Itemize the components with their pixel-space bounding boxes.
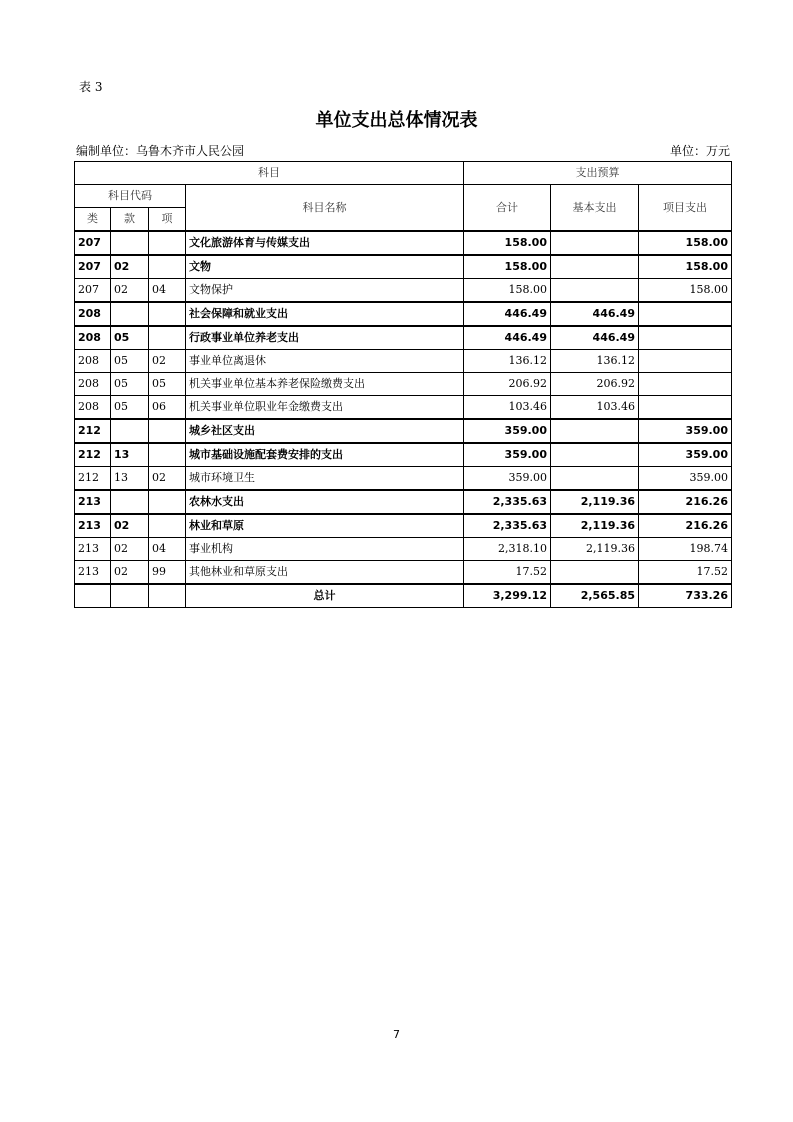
header-code-group: 科目代码 [75, 185, 186, 208]
row-project: 158.00 [639, 255, 732, 279]
expenditure-table [74, 161, 732, 608]
row-xiang: 06 [149, 396, 186, 420]
row-lei: 207 [75, 279, 111, 303]
row-project: 216.26 [639, 490, 732, 514]
header-lei: 类 [75, 208, 111, 232]
row-basic: 136.12 [551, 350, 639, 373]
row-xiang [149, 419, 186, 443]
header-total: 合计 [464, 185, 551, 232]
row-lei: 212 [75, 419, 111, 443]
row-basic: 103.46 [551, 396, 639, 420]
table-row [75, 231, 732, 255]
table-row [75, 490, 732, 514]
row-total: 136.12 [464, 350, 551, 373]
header-kuan: 款 [111, 208, 149, 232]
row-name: 机关事业单位基本养老保险缴费支出 [186, 373, 464, 396]
row-lei: 207 [75, 231, 111, 255]
row-name: 文物保护 [186, 279, 464, 303]
header-project: 项目支出 [639, 185, 732, 232]
row-total: 446.49 [464, 302, 551, 326]
row-lei: 212 [75, 443, 111, 467]
row-basic [551, 279, 639, 303]
header-budget-group: 支出预算 [464, 162, 732, 185]
table-row [75, 443, 732, 467]
total-basic: 2,565.85 [551, 584, 639, 608]
row-project [639, 326, 732, 350]
row-name: 文化旅游体育与传媒支出 [186, 231, 464, 255]
total-xiang [149, 584, 186, 608]
row-project: 359.00 [639, 443, 732, 467]
row-kuan: 05 [111, 373, 149, 396]
row-kuan: 02 [111, 514, 149, 538]
row-project [639, 302, 732, 326]
row-lei: 213 [75, 561, 111, 585]
row-total: 2,335.63 [464, 514, 551, 538]
row-project: 158.00 [639, 231, 732, 255]
row-xiang [149, 231, 186, 255]
row-total: 359.00 [464, 443, 551, 467]
table-row [75, 538, 732, 561]
row-xiang [149, 490, 186, 514]
table-row [75, 279, 732, 303]
row-name: 机关事业单位职业年金缴费支出 [186, 396, 464, 420]
table-row [75, 350, 732, 373]
row-kuan: 02 [111, 279, 149, 303]
table-row [75, 396, 732, 420]
header-subject-group: 科目 [75, 162, 464, 185]
row-total: 206.92 [464, 373, 551, 396]
row-name: 城乡社区支出 [186, 419, 464, 443]
total-lei [75, 584, 111, 608]
table-row [75, 373, 732, 396]
row-total: 158.00 [464, 231, 551, 255]
row-kuan: 05 [111, 350, 149, 373]
row-project [639, 350, 732, 373]
row-total: 158.00 [464, 255, 551, 279]
row-kuan [111, 302, 149, 326]
row-lei: 208 [75, 350, 111, 373]
table-row [75, 419, 732, 443]
table-row [75, 326, 732, 350]
row-basic: 446.49 [551, 302, 639, 326]
page-label: 表 3 [79, 80, 103, 94]
row-project [639, 396, 732, 420]
row-name: 文物 [186, 255, 464, 279]
row-project: 17.52 [639, 561, 732, 585]
header-basic: 基本支出 [551, 185, 639, 232]
org-label: 编制单位：乌鲁木齐市人民公园 [76, 144, 245, 158]
row-xiang: 04 [149, 538, 186, 561]
row-kuan: 13 [111, 443, 149, 467]
row-xiang: 02 [149, 467, 186, 491]
row-kuan: 02 [111, 538, 149, 561]
row-name: 林业和草原 [186, 514, 464, 538]
row-lei: 208 [75, 373, 111, 396]
row-xiang: 02 [149, 350, 186, 373]
row-kuan [111, 419, 149, 443]
row-project: 216.26 [639, 514, 732, 538]
header-name: 科目名称 [186, 185, 464, 232]
row-name: 其他林业和草原支出 [186, 561, 464, 585]
table-row [75, 255, 732, 279]
row-xiang [149, 255, 186, 279]
total-project: 733.26 [639, 584, 732, 608]
row-project: 359.00 [639, 419, 732, 443]
row-basic: 2,119.36 [551, 490, 639, 514]
row-basic: 2,119.36 [551, 514, 639, 538]
row-total: 359.00 [464, 467, 551, 491]
row-name: 农林水支出 [186, 490, 464, 514]
row-kuan [111, 231, 149, 255]
row-kuan: 02 [111, 255, 149, 279]
unit-label: 单位：万元 [669, 144, 730, 158]
total-kuan [111, 584, 149, 608]
row-xiang: 99 [149, 561, 186, 585]
row-lei: 213 [75, 538, 111, 561]
page-number: 7 [393, 1028, 400, 1041]
row-total: 2,335.63 [464, 490, 551, 514]
row-total: 359.00 [464, 419, 551, 443]
row-basic [551, 255, 639, 279]
row-xiang [149, 514, 186, 538]
row-name: 事业机构 [186, 538, 464, 561]
row-lei: 207 [75, 255, 111, 279]
row-total: 103.46 [464, 396, 551, 420]
row-xiang [149, 326, 186, 350]
row-name: 社会保障和就业支出 [186, 302, 464, 326]
row-basic [551, 561, 639, 585]
total-label: 总计 [186, 584, 464, 608]
row-lei: 208 [75, 326, 111, 350]
table-row [75, 302, 732, 326]
row-total: 2,318.10 [464, 538, 551, 561]
row-lei: 208 [75, 302, 111, 326]
row-lei: 213 [75, 490, 111, 514]
row-project: 158.00 [639, 279, 732, 303]
row-basic [551, 419, 639, 443]
row-lei: 213 [75, 514, 111, 538]
page-title: 单位支出总体情况表 [315, 110, 478, 131]
row-basic: 446.49 [551, 326, 639, 350]
row-total: 158.00 [464, 279, 551, 303]
row-xiang: 05 [149, 373, 186, 396]
row-name: 城市基础设施配套费安排的支出 [186, 443, 464, 467]
row-xiang [149, 443, 186, 467]
table-body [75, 231, 732, 608]
total-row [75, 584, 732, 608]
table-row [75, 467, 732, 491]
row-basic [551, 467, 639, 491]
row-basic [551, 231, 639, 255]
row-kuan: 02 [111, 561, 149, 585]
row-project: 359.00 [639, 467, 732, 491]
row-lei: 212 [75, 467, 111, 491]
table-row [75, 561, 732, 585]
row-basic: 2,119.36 [551, 538, 639, 561]
table-row [75, 514, 732, 538]
row-total: 446.49 [464, 326, 551, 350]
row-project [639, 373, 732, 396]
row-total: 17.52 [464, 561, 551, 585]
row-name: 行政事业单位养老支出 [186, 326, 464, 350]
row-basic: 206.92 [551, 373, 639, 396]
row-project: 198.74 [639, 538, 732, 561]
row-lei: 208 [75, 396, 111, 420]
row-xiang [149, 302, 186, 326]
row-kuan: 05 [111, 396, 149, 420]
row-name: 事业单位离退休 [186, 350, 464, 373]
row-kuan: 05 [111, 326, 149, 350]
total-sum: 3,299.12 [464, 584, 551, 608]
row-xiang: 04 [149, 279, 186, 303]
row-name: 城市环境卫生 [186, 467, 464, 491]
row-kuan [111, 490, 149, 514]
row-basic [551, 443, 639, 467]
row-kuan: 13 [111, 467, 149, 491]
header-xiang: 项 [149, 208, 186, 232]
